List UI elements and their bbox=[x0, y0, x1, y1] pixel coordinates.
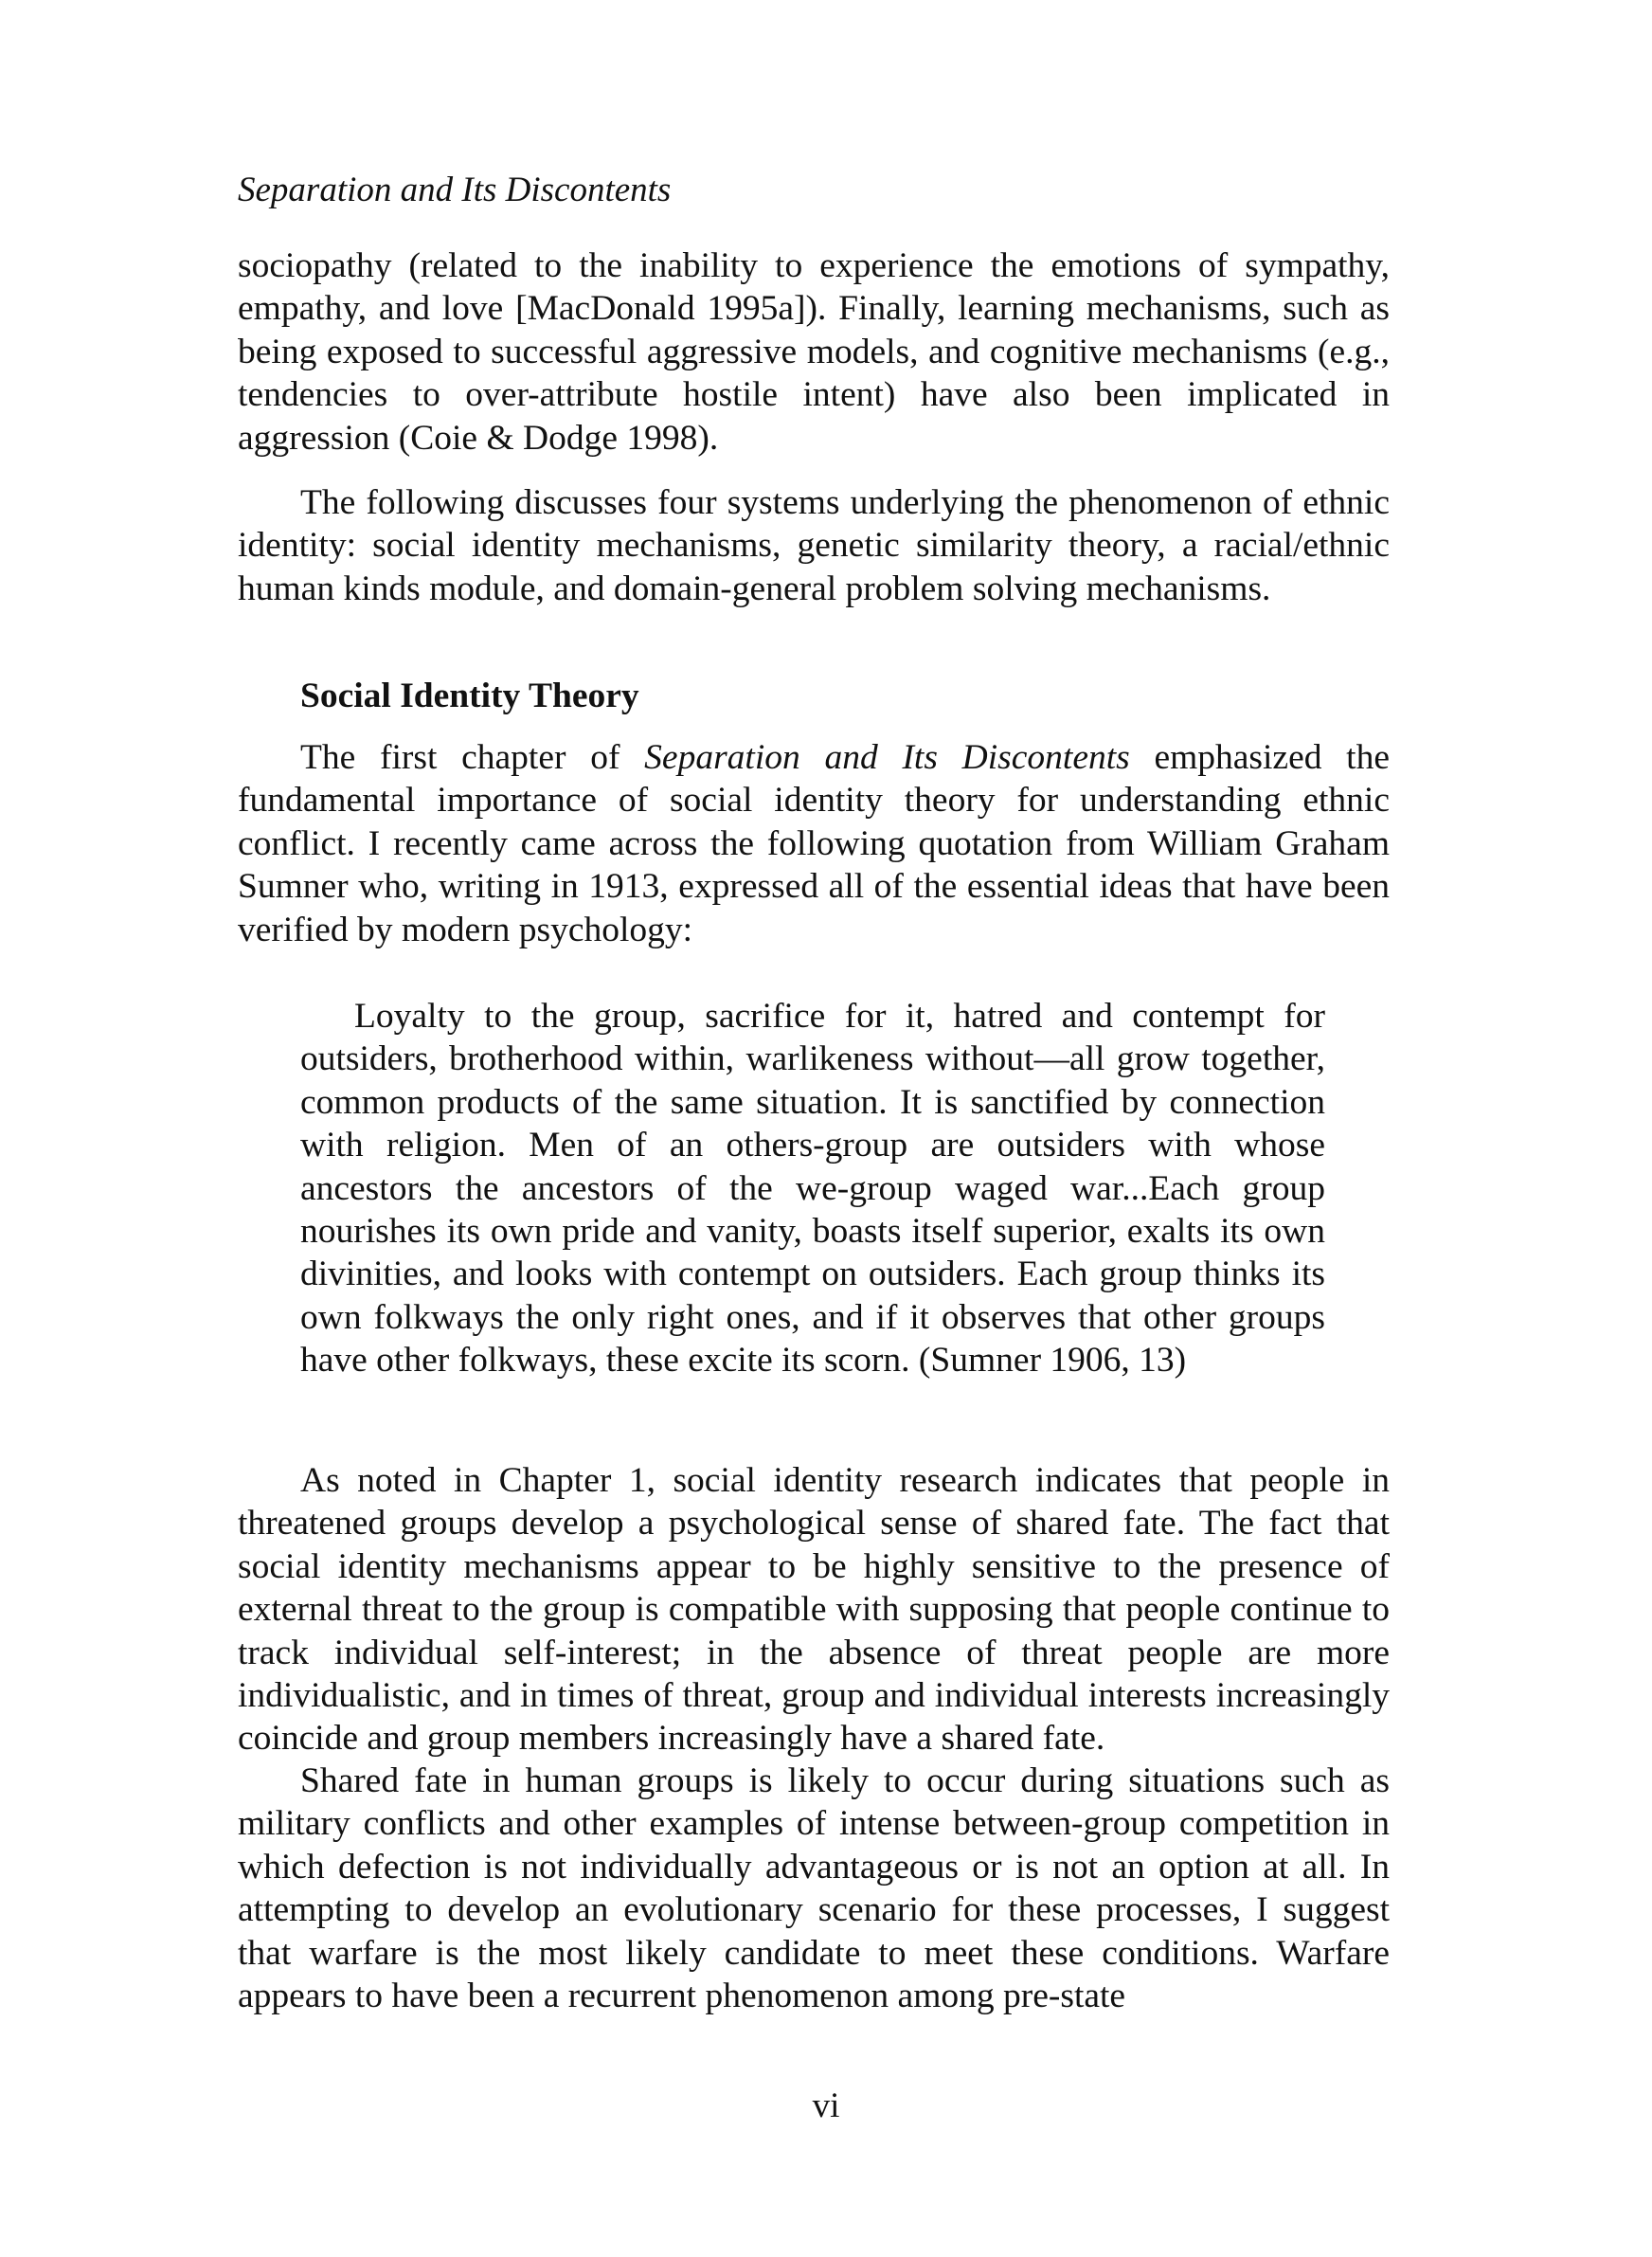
block-quote-text: Loyalty to the group, sacrifice for it, hatred and contempt for outsiders, brotherhood within, warlikeness without—all grow together, common products of the same situation. It is sanctified by connection with religion. Men of an others-group are outsiders with whose ancestors the ancestors of the we-group waged war...Each group nourishes its own pride and vanity, boasts itself superior, exalts its own divinities, and looks with contempt on outsiders. Each group thinks its own folkways the only right ones, and if it observes that other groups have other folkways, these excite its scorn. (Sumner 1906, 13) bbox=[300, 997, 1325, 1381]
paragraph-5-text: Shared fate in human groups is likely to occur during situations such as military conflicts and other examples of intense between-group competition in which defection is not individually advantageous or is not an option at all. In attempting to develop an evolutionary scenario for these processes, I suggest that warfare is the most likely candidate to meet these conditions. Warfare appears to have been a recurrent phenomenon among pre-state bbox=[238, 1761, 1390, 2016]
paragraph-3 bbox=[238, 736, 1390, 951]
paragraph-2 bbox=[238, 481, 1390, 610]
paragraph-2-text: The following discusses four systems underlying the phenomenon of ethnic identity: social identity mechanisms, genetic similarity theory, a racial/ethnic human kinds module, and domain-general problem solving mechanisms. bbox=[238, 483, 1390, 608]
section-heading: Social Identity Theory bbox=[300, 677, 639, 715]
paragraph-4 bbox=[238, 1459, 1390, 1760]
running-title: Separation and Its Discontents bbox=[238, 171, 672, 209]
paragraph-5 bbox=[238, 1760, 1390, 2017]
block-quote bbox=[300, 995, 1325, 1382]
paragraph-3-lead: The first chapter of bbox=[300, 738, 645, 777]
paragraph-1-text: sociopathy (related to the inability to experience the emotions of sympathy, empathy, and love [MacDonald 1995a]). Finally, learning mechanisms, such as being exposed to successful aggressive models, and cognitive mechanisms (e.g., tendencies to over-attribute hostile intent) have also been implicated in aggression (Coie & Dodge 1998). bbox=[238, 246, 1390, 458]
paragraph-4-text: As noted in Chapter 1, social identity research indicates that people in threatened groups develop a psychological sense of shared fate. The fact that social identity mechanisms appear to be highly sensitive to the presence of external threat to the group is compatible with supposing that people continue to track individual self-interest; in the absence of threat people are more individualistic, and in times of threat, group and individual interests increasingly coincide and group members increasingly have a shared fate. bbox=[238, 1461, 1390, 1759]
paragraph-3-rest: emphasized the fundamental importance of social identity theory for understanding ethnic conflict. I recently came across the following quotation from William Graham Sumner who, writing in 1913, expressed all of the essential ideas that have been verified by modern psychology: bbox=[238, 738, 1390, 949]
book-title-italic: Separation and Its Discontents bbox=[644, 738, 1130, 777]
paragraph-1 bbox=[238, 244, 1390, 460]
page-number: vi bbox=[812, 2086, 840, 2125]
